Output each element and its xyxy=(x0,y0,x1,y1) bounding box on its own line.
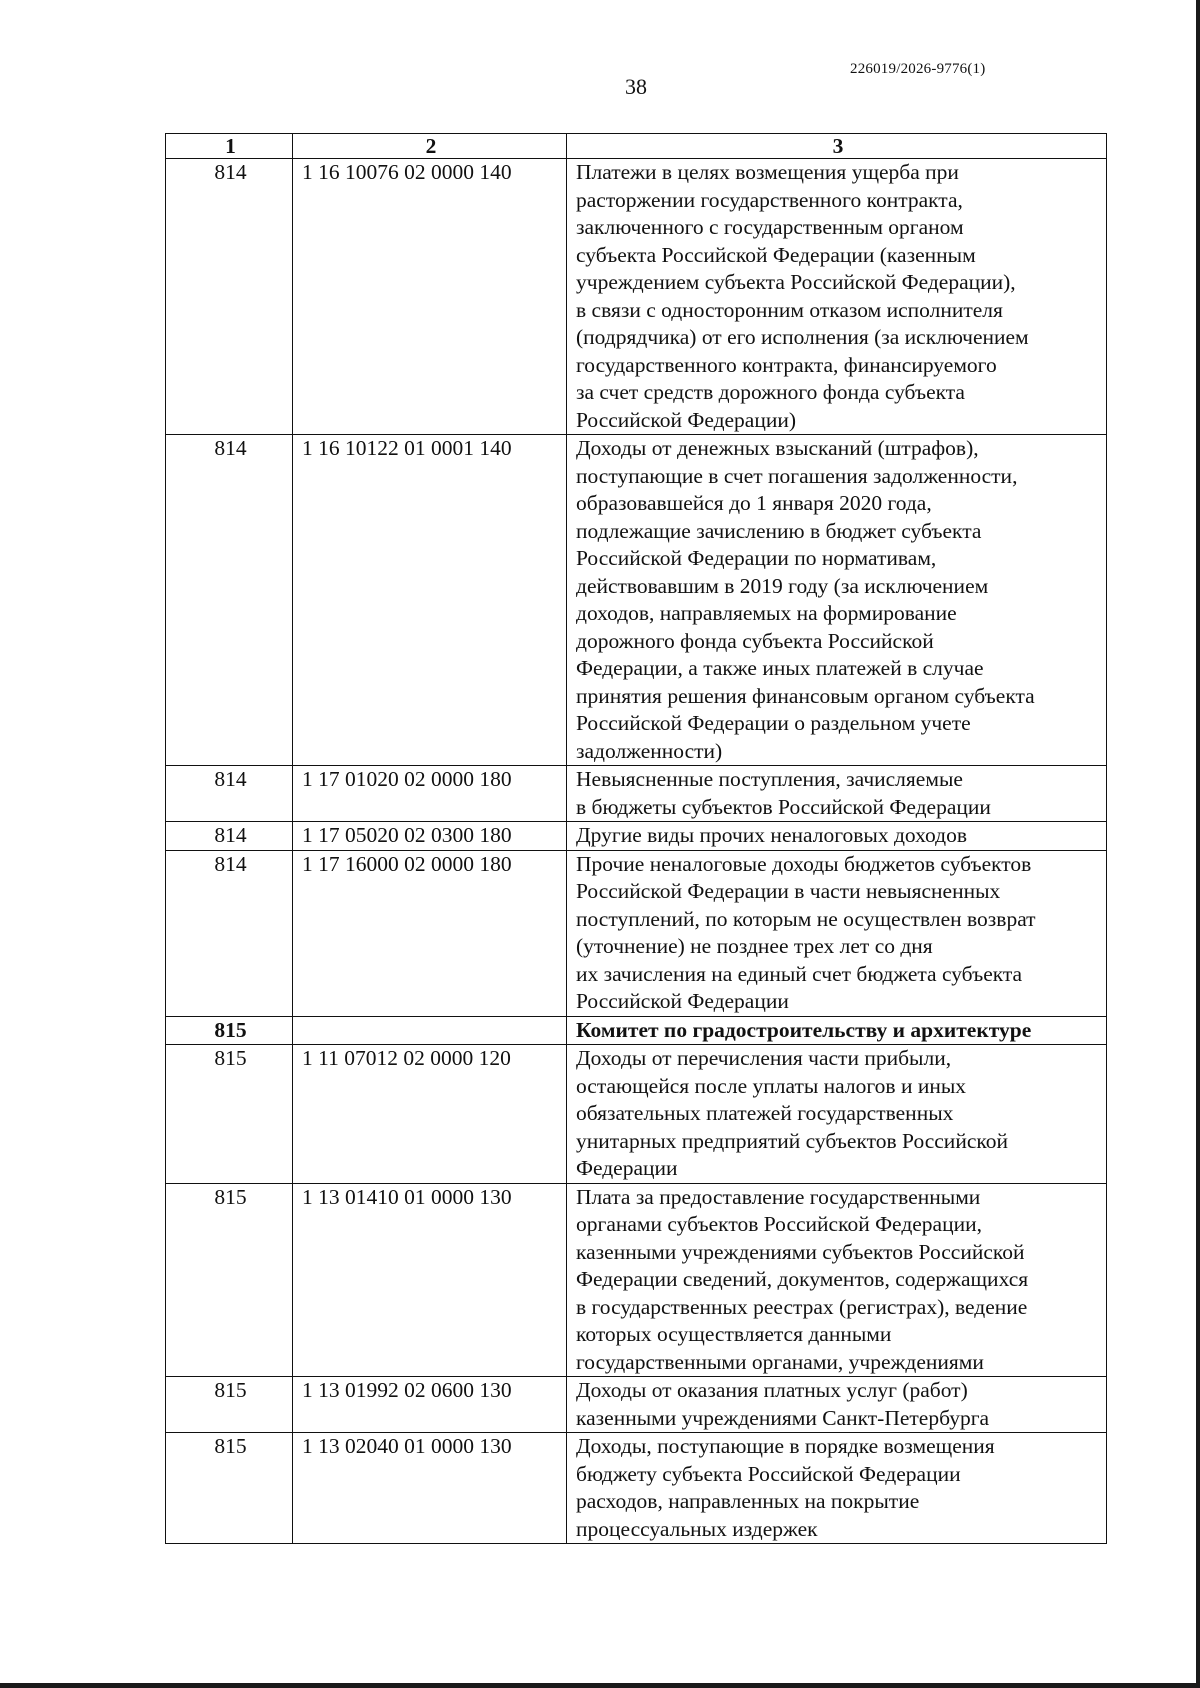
description-line: Доходы, поступающие в порядке возмещения xyxy=(576,1434,995,1458)
budget-classification-code-cell xyxy=(293,1016,567,1045)
table-row xyxy=(166,850,1107,1016)
income-description-cell xyxy=(567,822,1107,851)
description-line: унитарных предприятий субъектов Российской xyxy=(576,1128,1008,1153)
budget-classification-code-cell: 1 11 07012 02 0000 120 xyxy=(293,1045,567,1184)
income-description-cell xyxy=(567,1016,1107,1045)
scan-edge-bottom xyxy=(0,1683,1200,1688)
table-row xyxy=(166,1433,1107,1544)
description-line: Доходы от перечисления части прибыли, xyxy=(576,1046,952,1070)
income-description-cell xyxy=(567,1377,1107,1433)
admin-code-cell: 815 xyxy=(166,1433,293,1544)
table-header-row xyxy=(166,134,1107,159)
description-line: заключенного с государственным органом xyxy=(576,215,964,239)
description-line: Российской Федерации) xyxy=(576,407,797,432)
admin-code-cell: 815 xyxy=(166,1377,293,1433)
budget-classification-code-cell: 1 17 01020 02 0000 180 xyxy=(293,766,567,822)
description-line: действовавшим в 2019 году (за исключением xyxy=(576,573,989,598)
description-line: их зачисления на единый счет бюджета субъекта xyxy=(576,961,1023,986)
description-line: задолженности) xyxy=(576,738,723,763)
description-line: Плата за предоставление государственными xyxy=(576,1184,981,1209)
column-header-2: 2 xyxy=(293,134,567,159)
description-line: органами субъектов Российской Федерации, xyxy=(576,1212,982,1236)
table-row xyxy=(166,1045,1107,1184)
admin-code-cell: 815 xyxy=(166,1045,293,1184)
budget-classification-code-cell: 1 16 10122 01 0001 140 xyxy=(293,435,567,766)
table-body xyxy=(166,134,1107,1544)
income-description-cell xyxy=(567,435,1107,766)
budget-classification-code-cell: 1 13 01992 02 0600 130 xyxy=(293,1377,567,1433)
table-row xyxy=(166,435,1107,766)
column-header-3: 3 xyxy=(567,134,1107,159)
admin-code-cell: 814 xyxy=(166,435,293,766)
description-line: остающейся после уплаты налогов и иных xyxy=(576,1073,967,1098)
column-header-1: 1 xyxy=(166,134,293,159)
document-registration-number: 226019/2026-9776(1) xyxy=(850,61,986,77)
table-row xyxy=(166,822,1107,851)
description-line: Доходы от оказания платных услуг (работ) xyxy=(576,1378,968,1402)
description-line: учреждением субъекта Российской Федерации), xyxy=(576,270,1016,294)
budget-classification-code-cell: 1 13 02040 01 0000 130 xyxy=(293,1433,567,1544)
description-line: образовавшейся до 1 января 2020 года, xyxy=(576,491,932,515)
income-description-cell xyxy=(567,1433,1107,1544)
table-row xyxy=(166,1377,1107,1433)
description-line: в бюджеты субъектов Российской Федерации xyxy=(576,794,991,819)
income-description-cell xyxy=(567,159,1107,435)
description-line: государственными органами, учреждениями xyxy=(576,1349,984,1374)
budget-classification-code-cell: 1 16 10076 02 0000 140 xyxy=(293,159,567,435)
description-line: Российской Федерации по нормативам, xyxy=(576,546,937,570)
description-line: доходов, направляемых на формирование xyxy=(576,601,957,625)
description-line: Прочие неналоговые доходы бюджетов субъектов xyxy=(576,851,1032,876)
scan-edge-right xyxy=(1196,0,1200,1688)
description-line: Комитет по градостроительству и архитектуре xyxy=(576,1017,1032,1042)
income-description-cell xyxy=(567,766,1107,822)
description-line: поступлений, по которым не осуществлен возврат xyxy=(576,906,1036,931)
table-row xyxy=(166,766,1107,822)
budget-codes-table xyxy=(165,133,1107,1544)
description-line: принятия решения финансовым органом субъекта xyxy=(576,683,1035,708)
admin-code-cell: 814 xyxy=(166,766,293,822)
description-line: дорожного фонда субъекта Российской xyxy=(576,628,934,653)
admin-code-cell: 815 xyxy=(166,1183,293,1377)
income-description-cell xyxy=(567,1183,1107,1377)
description-line: казенными учреждениями субъектов Российской xyxy=(576,1239,1025,1264)
table-row xyxy=(166,159,1107,435)
description-line: бюджету субъекта Российской Федерации xyxy=(576,1461,961,1486)
section-header-row xyxy=(166,1016,1107,1045)
description-line: Российской Федерации xyxy=(576,989,789,1013)
description-line: подлежащие зачислению в бюджет субъекта xyxy=(576,518,982,543)
description-line: поступающие в счет погашения задолженности, xyxy=(576,463,1018,488)
table-row xyxy=(166,1183,1107,1377)
income-description-cell xyxy=(567,1045,1107,1184)
admin-code-cell: 814 xyxy=(166,850,293,1016)
admin-code-cell: 814 xyxy=(166,822,293,851)
description-line: казенными учреждениями Санкт-Петербурга xyxy=(576,1405,990,1430)
description-line: субъекта Российской Федерации (казенным xyxy=(576,242,976,267)
description-line: процессуальных издержек xyxy=(576,1516,818,1541)
description-line: расторжении государственного контракта, xyxy=(576,187,963,212)
description-line: Другие виды прочих неналоговых доходов xyxy=(576,823,968,847)
description-line: которых осуществляется данными xyxy=(576,1322,892,1346)
budget-classification-code-cell: 1 13 01410 01 0000 130 xyxy=(293,1183,567,1377)
description-line: Российской Федерации о раздельном учете xyxy=(576,711,971,735)
income-description-cell xyxy=(567,850,1107,1016)
description-line: Доходы от денежных взысканий (штрафов), xyxy=(576,436,979,460)
admin-code-cell: 815 xyxy=(166,1016,293,1045)
description-line: Федерации, а также иных платежей в случае xyxy=(576,656,984,680)
description-line: Платежи в целях возмещения ущерба при xyxy=(576,160,959,184)
description-line: (подрядчика) от его исполнения (за исключением xyxy=(576,325,1029,349)
admin-code-cell: 814 xyxy=(166,159,293,435)
description-line: расходов, направленных на покрытие xyxy=(576,1489,920,1513)
description-line: Невыясненные поступления, зачисляемые xyxy=(576,767,963,791)
description-line: (уточнение) не позднее трех лет со дня xyxy=(576,934,933,958)
description-line: в связи с односторонним отказом исполнителя xyxy=(576,297,1003,322)
budget-classification-code-cell: 1 17 16000 02 0000 180 xyxy=(293,850,567,1016)
description-line: обязательных платежей государственных xyxy=(576,1101,954,1125)
description-line: за счет средств дорожного фонда субъекта xyxy=(576,380,965,404)
description-line: Федерации xyxy=(576,1156,678,1180)
description-line: Российской Федерации в части невыясненных xyxy=(576,879,1001,903)
page-number: 38 xyxy=(625,74,647,99)
description-line: государственного контракта, финансируемого xyxy=(576,352,997,377)
description-line: Федерации сведений, документов, содержащихся xyxy=(576,1267,1029,1291)
description-line: в государственных реестрах (регистрах), ведение xyxy=(576,1294,1028,1319)
budget-classification-code-cell: 1 17 05020 02 0300 180 xyxy=(293,822,567,851)
